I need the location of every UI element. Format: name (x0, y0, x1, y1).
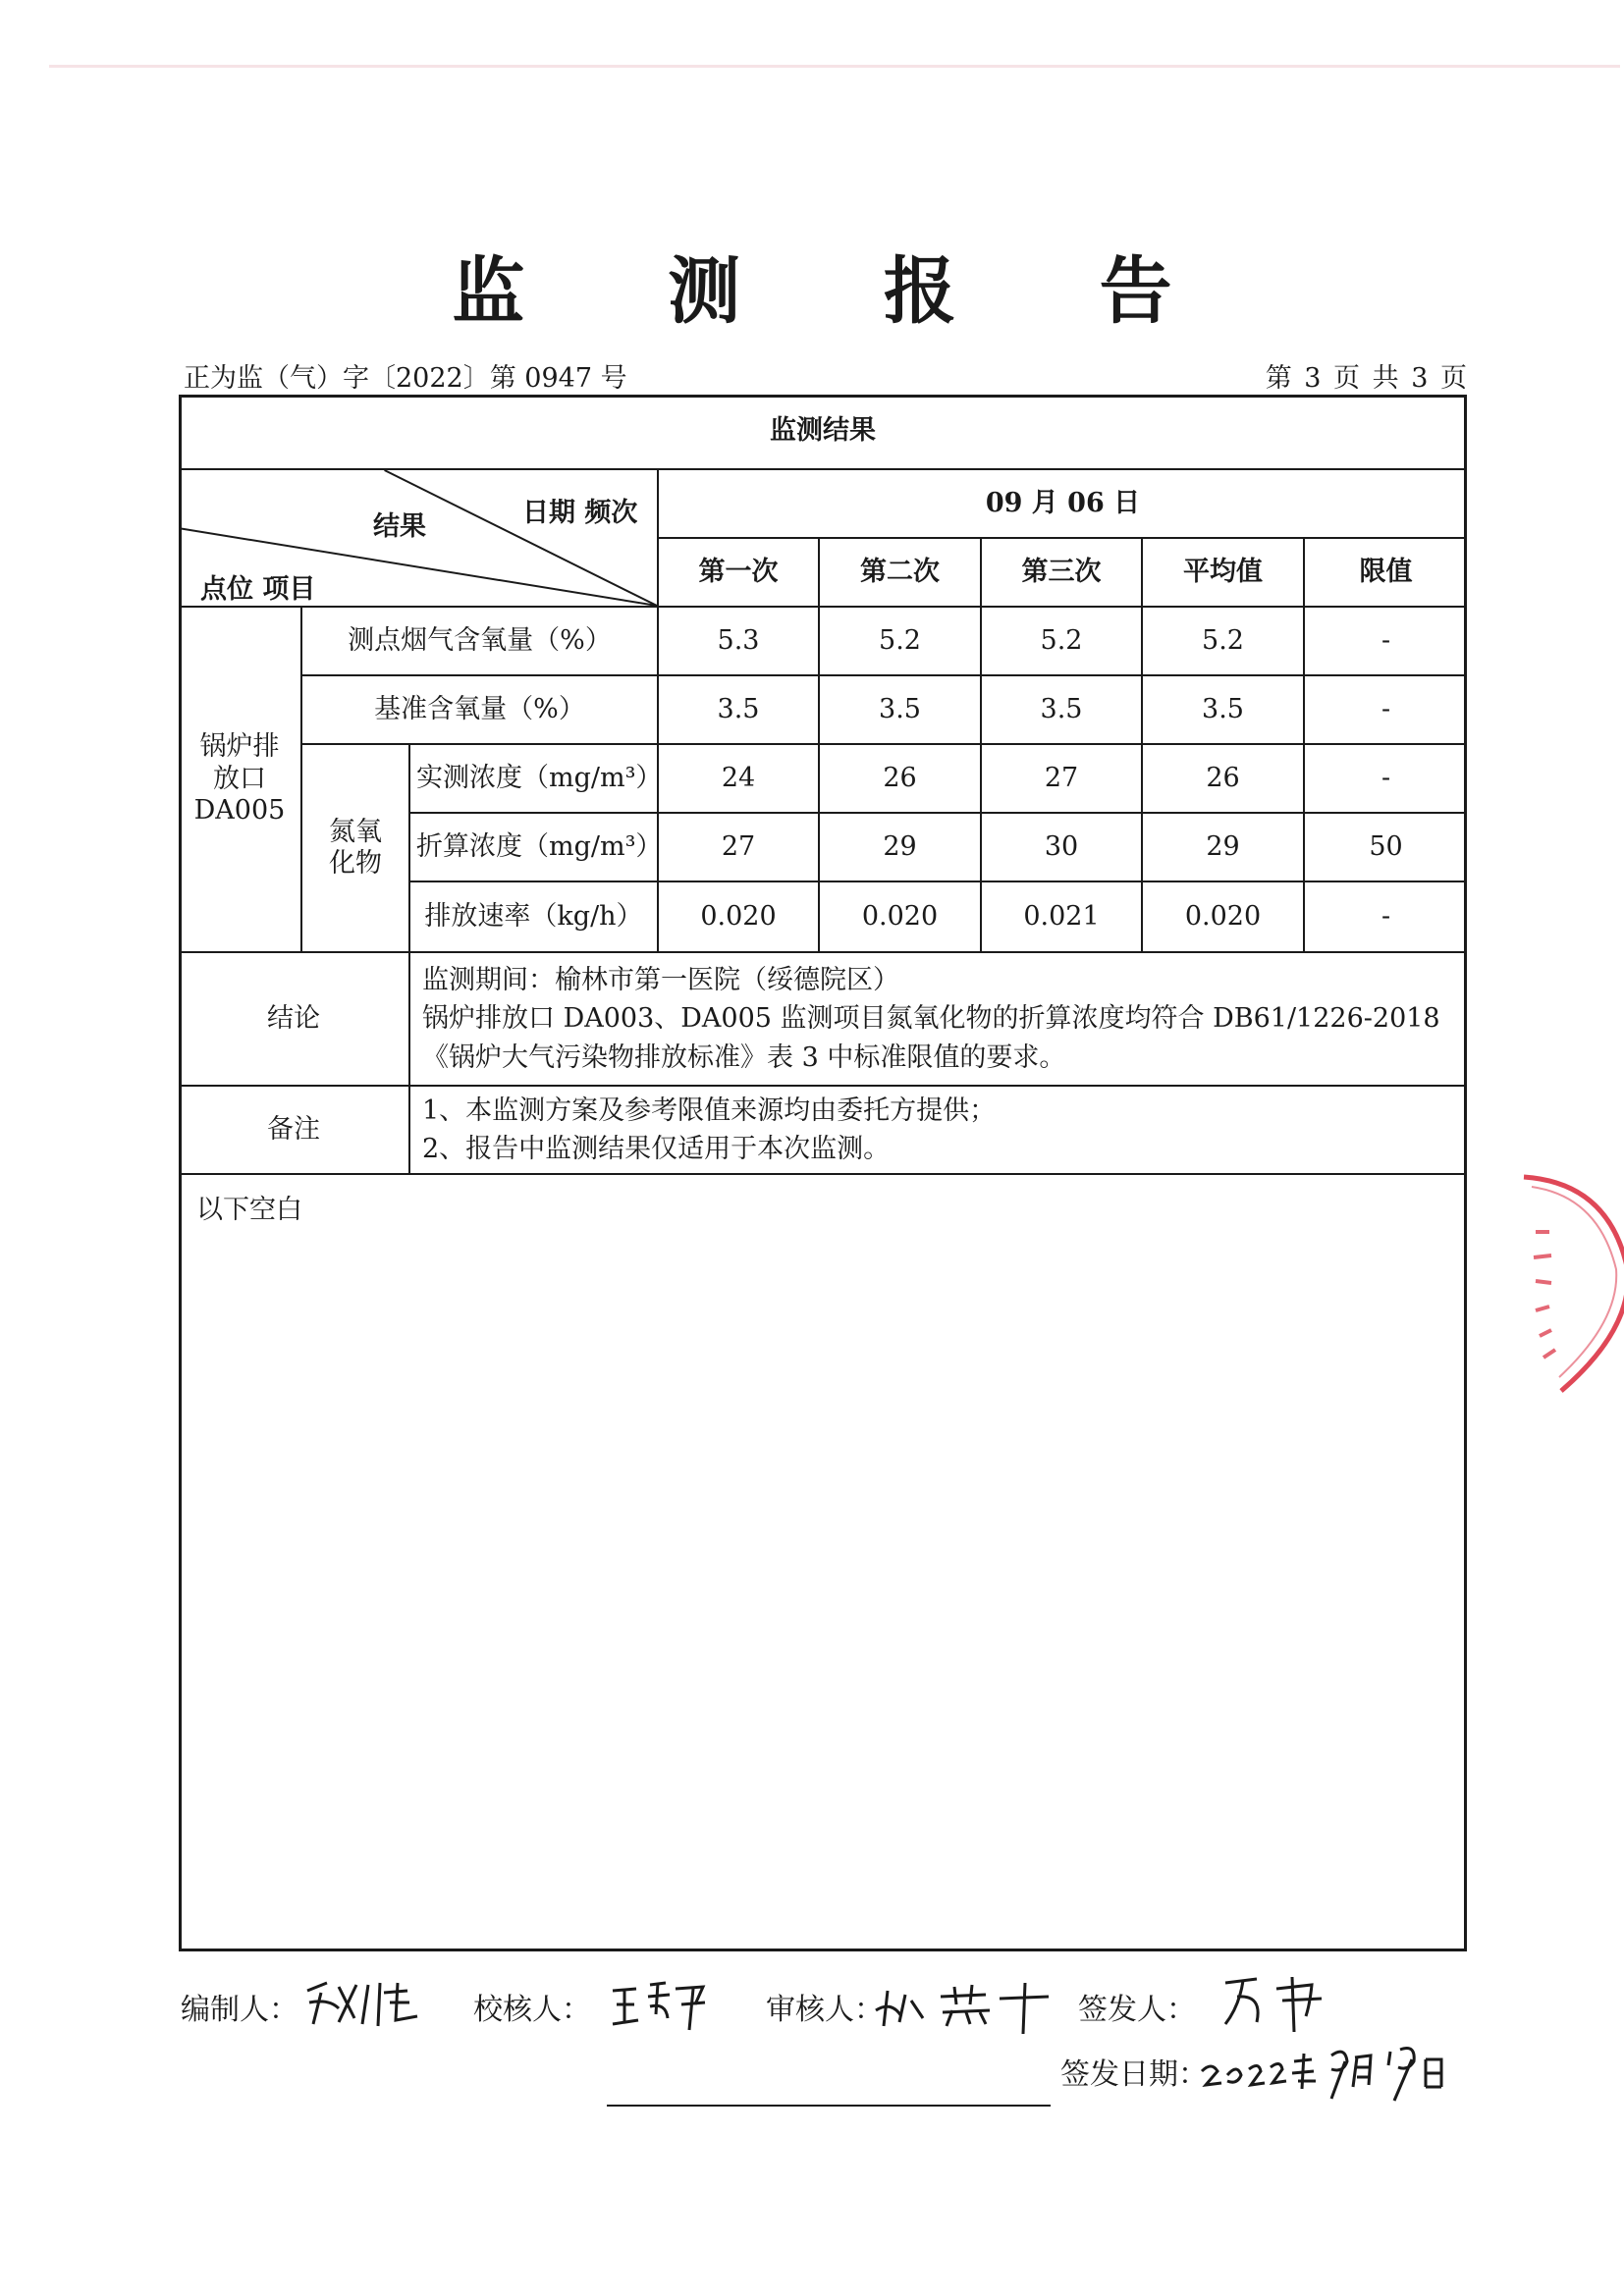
conclusion-label: 结论 (179, 952, 409, 1086)
report-number: 正为监（气）字〔2022〕第 0947 号 (184, 363, 627, 394)
remarks-line: 2、报告中监测结果仅适用于本次监测。 (422, 1134, 891, 1164)
corner-date-frequency: 日期 频次 (522, 498, 638, 528)
col-limit: 限值 (1304, 538, 1467, 607)
conclusion-text (409, 952, 1467, 1086)
col-second: 第二次 (819, 538, 981, 607)
row-value: 0.020 (819, 881, 981, 952)
row-item: 基准含氧量（%） (301, 675, 658, 744)
remarks-text (409, 1086, 1467, 1174)
conclusion-line: 锅炉排放口 DA003、DA005 监测项目氮氧化物的折算浓度均符合 DB61/1226-2018 (422, 1003, 1440, 1035)
row-value: 5.3 (658, 607, 819, 675)
group-line: 氮氧 (329, 816, 382, 847)
corner-header (179, 469, 658, 607)
auditor-label: 审核人： (766, 1993, 884, 2027)
issue-date-label: 签发日期： (1060, 2057, 1208, 2092)
row-value: 3.5 (1142, 675, 1304, 744)
section-title: 监测结果 (179, 395, 1467, 469)
row-value: 50 (1304, 813, 1467, 881)
row-value: 0.020 (1142, 881, 1304, 952)
compiler-label: 编制人： (181, 1993, 298, 2027)
reviewer-label: 校核人： (473, 1993, 591, 2027)
group-line: 化物 (329, 848, 382, 879)
conclusion-line: 《锅炉大气污染物排放标准》表 3 中标准限值的要求。 (422, 1041, 1066, 1073)
report-title: 监 测 报 告 (452, 249, 1231, 334)
row-value: 3.5 (981, 675, 1142, 744)
col-average: 平均值 (1142, 538, 1304, 607)
group-cell (301, 744, 409, 952)
row-value: 29 (1142, 813, 1304, 881)
col-third: 第三次 (981, 538, 1142, 607)
red-seal-fragment (1522, 1163, 1624, 1418)
row-value: 29 (819, 813, 981, 881)
row-value: 5.2 (1142, 607, 1304, 675)
row-value: 3.5 (658, 675, 819, 744)
row-item: 排放速率（kg/h） (409, 881, 658, 952)
remarks-label: 备注 (179, 1086, 409, 1174)
scan-top-line (49, 65, 1620, 68)
corner-location-item: 点位 项目 (200, 574, 316, 605)
reviewer-signature (607, 1975, 715, 2034)
issue-date-handwritten (1198, 2036, 1453, 2105)
auditor-signature (872, 1971, 1058, 2040)
row-value: - (1304, 675, 1467, 744)
row-value: 5.2 (819, 607, 981, 675)
compiler-signature (299, 1973, 427, 2032)
blank-note: 以下空白 (196, 1195, 302, 1225)
location-line: 锅炉排 (199, 731, 280, 763)
location-line: 放口 (213, 763, 266, 794)
date-header: 09 月 06 日 (658, 469, 1467, 538)
issuer-signature (1218, 1967, 1335, 2036)
location-cell (179, 607, 301, 952)
row-value: 27 (658, 813, 819, 881)
row-value: 26 (1142, 744, 1304, 813)
row-value: 5.2 (981, 607, 1142, 675)
row-value: - (1304, 744, 1467, 813)
row-value: - (1304, 607, 1467, 675)
remarks-line: 1、本监测方案及参考限值来源均由委托方提供； (422, 1095, 997, 1126)
row-value: 3.5 (819, 675, 981, 744)
issuer-label: 签发人： (1078, 1993, 1196, 2027)
row-value: 27 (981, 744, 1142, 813)
row-value: - (1304, 881, 1467, 952)
row-value: 0.021 (981, 881, 1142, 952)
page-info: 第 3 页 共 3 页 (1265, 363, 1469, 394)
results-table (179, 395, 1467, 1175)
row-value: 30 (981, 813, 1142, 881)
row-value: 26 (819, 744, 981, 813)
location-line: DA005 (193, 795, 286, 827)
signature-underline (607, 2105, 1051, 2107)
row-item: 实测浓度（mg/m³） (409, 744, 658, 813)
corner-result: 结果 (373, 511, 426, 542)
row-item: 测点烟气含氧量（%） (301, 607, 658, 675)
row-value: 24 (658, 744, 819, 813)
col-first: 第一次 (658, 538, 819, 607)
row-item: 折算浓度（mg/m³） (409, 813, 658, 881)
row-value: 0.020 (658, 881, 819, 952)
conclusion-line: 监测期间：榆林市第一医院（绥德院区） (422, 965, 899, 996)
